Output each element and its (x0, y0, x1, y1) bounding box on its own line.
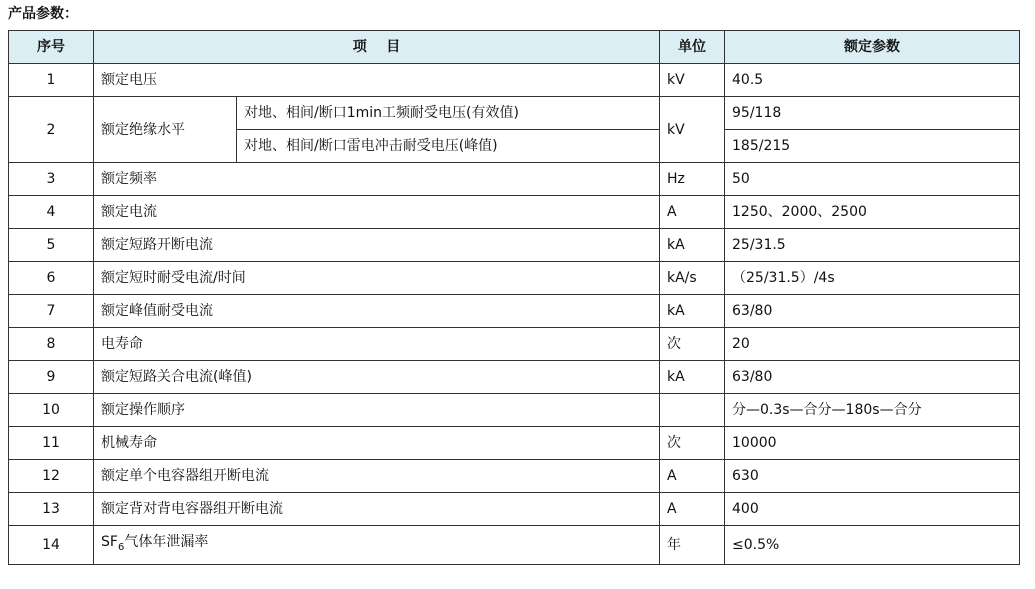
row-value: （25/31.5）/4s (725, 262, 1020, 295)
row-value: 50 (725, 163, 1020, 196)
row-unit: 次 (660, 328, 725, 361)
table-row (9, 229, 1020, 262)
row-item-suffix: 气体年泄漏率 (124, 534, 209, 550)
row-value: 分—0.3s—合分—180s—合分 (725, 394, 1020, 427)
table-row (9, 163, 1020, 196)
parameter-table (8, 30, 1020, 565)
row-item: 额定短路开断电流 (94, 229, 660, 262)
row-unit: A (660, 493, 725, 526)
row-value: 1250、2000、2500 (725, 196, 1020, 229)
row-value: 20 (725, 328, 1020, 361)
row-value: 63/80 (725, 361, 1020, 394)
header-no: 序号 (9, 31, 94, 64)
row-unit: kV (660, 97, 725, 163)
row-number: 8 (9, 328, 94, 361)
row-item (94, 526, 660, 565)
row-item: 机械寿命 (94, 427, 660, 460)
row-item: 额定背对背电容器组开断电流 (94, 493, 660, 526)
row-item: 额定峰值耐受电流 (94, 295, 660, 328)
table-row (9, 328, 1020, 361)
table-row (9, 394, 1020, 427)
row-value: 400 (725, 493, 1020, 526)
row-number: 13 (9, 493, 94, 526)
table-row (9, 97, 1020, 130)
row-unit: 次 (660, 427, 725, 460)
row-value: 630 (725, 460, 1020, 493)
row-item: 额定电压 (94, 64, 660, 97)
row-item-prefix: SF (101, 534, 118, 550)
row-number: 7 (9, 295, 94, 328)
row-number: 2 (9, 97, 94, 163)
row-unit: kA/s (660, 262, 725, 295)
row-value: ≤0.5% (725, 526, 1020, 565)
row-number: 1 (9, 64, 94, 97)
row-value: 95/118 (725, 97, 1020, 130)
table-row (9, 295, 1020, 328)
row-unit: kA (660, 229, 725, 262)
row-item: 额定绝缘水平 (94, 97, 237, 163)
row-number: 3 (9, 163, 94, 196)
row-unit: kA (660, 361, 725, 394)
table-row (9, 427, 1020, 460)
row-item-subscript: 6 (117, 541, 125, 553)
table-row (9, 262, 1020, 295)
row-item: 额定单个电容器组开断电流 (94, 460, 660, 493)
row-value: 25/31.5 (725, 229, 1020, 262)
header-unit: 单位 (660, 31, 725, 64)
table-row (9, 493, 1020, 526)
row-value: 40.5 (725, 64, 1020, 97)
row-item: 额定频率 (94, 163, 660, 196)
table-row (9, 196, 1020, 229)
table-row (9, 64, 1020, 97)
row-number: 5 (9, 229, 94, 262)
row-value: 63/80 (725, 295, 1020, 328)
row-unit: A (660, 460, 725, 493)
row-unit: A (660, 196, 725, 229)
row-unit: Hz (660, 163, 725, 196)
section-heading: 产品参数： (8, 6, 78, 22)
row-unit: kA (660, 295, 725, 328)
row-number: 10 (9, 394, 94, 427)
row-number: 14 (9, 526, 94, 565)
table-row (9, 361, 1020, 394)
row-item: 电寿命 (94, 328, 660, 361)
table-header-row (9, 31, 1020, 64)
row-item: 额定短路关合电流(峰值) (94, 361, 660, 394)
row-number: 9 (9, 361, 94, 394)
row-number: 11 (9, 427, 94, 460)
row-item: 额定电流 (94, 196, 660, 229)
row-unit: 年 (660, 526, 725, 565)
row-unit: kV (660, 64, 725, 97)
row-number: 4 (9, 196, 94, 229)
header-item: 项 目 (94, 31, 660, 64)
row-item: 额定短时耐受电流/时间 (94, 262, 660, 295)
row-number: 6 (9, 262, 94, 295)
row-subitem: 对地、相间/断口1min工频耐受电压(有效值) (237, 97, 660, 130)
row-item: 额定操作顺序 (94, 394, 660, 427)
row-number: 12 (9, 460, 94, 493)
header-rated: 额定参数 (725, 31, 1020, 64)
row-value: 10000 (725, 427, 1020, 460)
table-row (9, 460, 1020, 493)
row-unit (660, 394, 725, 427)
row-value: 185/215 (725, 130, 1020, 163)
row-subitem: 对地、相间/断口雷电冲击耐受电压(峰值) (237, 130, 660, 163)
table-row (9, 526, 1020, 565)
